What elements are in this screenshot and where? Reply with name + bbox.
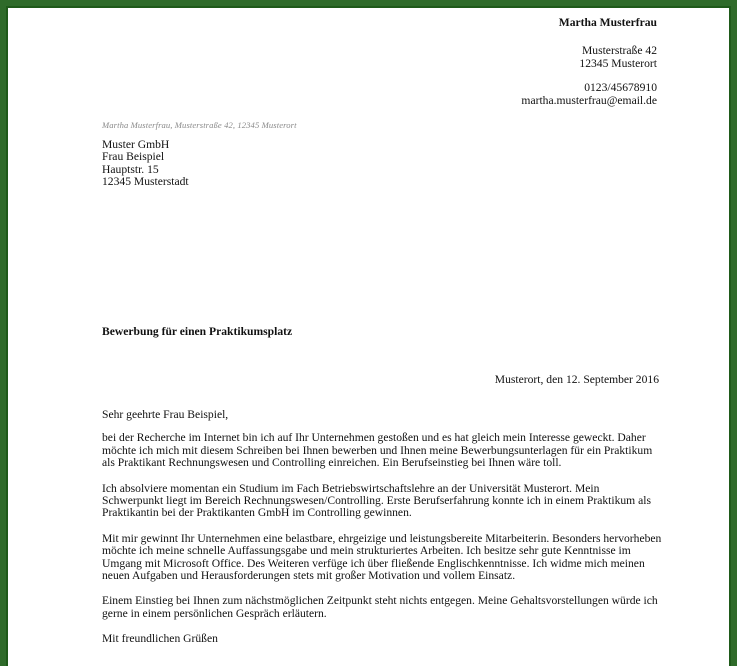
recipient-contact: Frau Beispiel [102,150,165,164]
sender-block [521,17,657,107]
recipient-city: 12345 Musterstadt [102,175,189,189]
letter-page [8,8,729,666]
date-line: Musterort, den 12. September 2016 [494,373,659,386]
sender-phone: 0123/45678910 [584,81,657,95]
paragraph-4: Einem Einstieg bei Ihnen zum nächstmöglichen Zeitpunkt steht nichts entgegen. Meine Gehaltsvorstellungen würde ich gerne in einem persönlichen Gespräch erläutern. [102,594,658,620]
sender-name: Martha Musterfrau [558,16,657,29]
paragraph-1: bei der Recherche im Internet bin ich auf Ihr Unternehmen gestoßen und es hat gleich mein Interesse geweckt. Daher möchte ich mich mit diesem Schreiben bei Ihnen bewerben und Ihnen meine Bewerbungsunterlagen für ein Praktikum als Praktikant Rechnungswesen und Controlling einreichen. Ein Berufseinstieg bei Ihnen wäre toll. [102,431,653,470]
sender-street: Musterstraße 42 [581,44,657,58]
subject-line: Bewerbung für einen Praktikumsplatz [102,325,293,338]
sender-email: martha.musterfrau@email.de [521,93,657,107]
paragraph-3: Mit mir gewinnt Ihr Unternehmen eine belastbare, ehrgeizige und leistungsbereite Mitarbeiterin. Besonders hervorheben möchte ich meine schnelle Auffassungsgabe und mein strukturiertes Arbeiten. Ich besitze sehr gute Kenntnisse im Umgang mit Microsoft Office. Des Weiteren verfüge ich über fließende Englischkenntnisse. Ich widme mich meinen neuen Aufgaben und Herausforderungen stets mit großer Motivation und vollem Einsatz. [102,531,662,583]
recipient-block [102,139,189,189]
paragraph-2: Ich absolviere momentan ein Studium im Fach Betriebswirtschaftslehre an der Universität Musterort. Mein Schwerpunkt liegt im Bereich Rechnungswesen/Controlling. Erste Berufserfahrung konnte ich in einem Praktikum als Praktikantin bei der Praktikanten GmbH im Controlling gewinnen. [102,481,651,520]
recipient-street: Hauptstr. 15 [102,162,159,176]
sender-city: 12345 Musterort [579,56,657,70]
letter-body [102,409,662,659]
closing: Mit freundlichen Grüßen [102,632,218,646]
return-address-line: Martha Musterfrau, Musterstraße 42, 12345 Musterort [102,120,297,130]
document-frame [6,6,731,666]
salutation: Sehr geehrte Frau Beispiel, [102,408,229,421]
recipient-company: Muster GmbH [102,138,170,151]
